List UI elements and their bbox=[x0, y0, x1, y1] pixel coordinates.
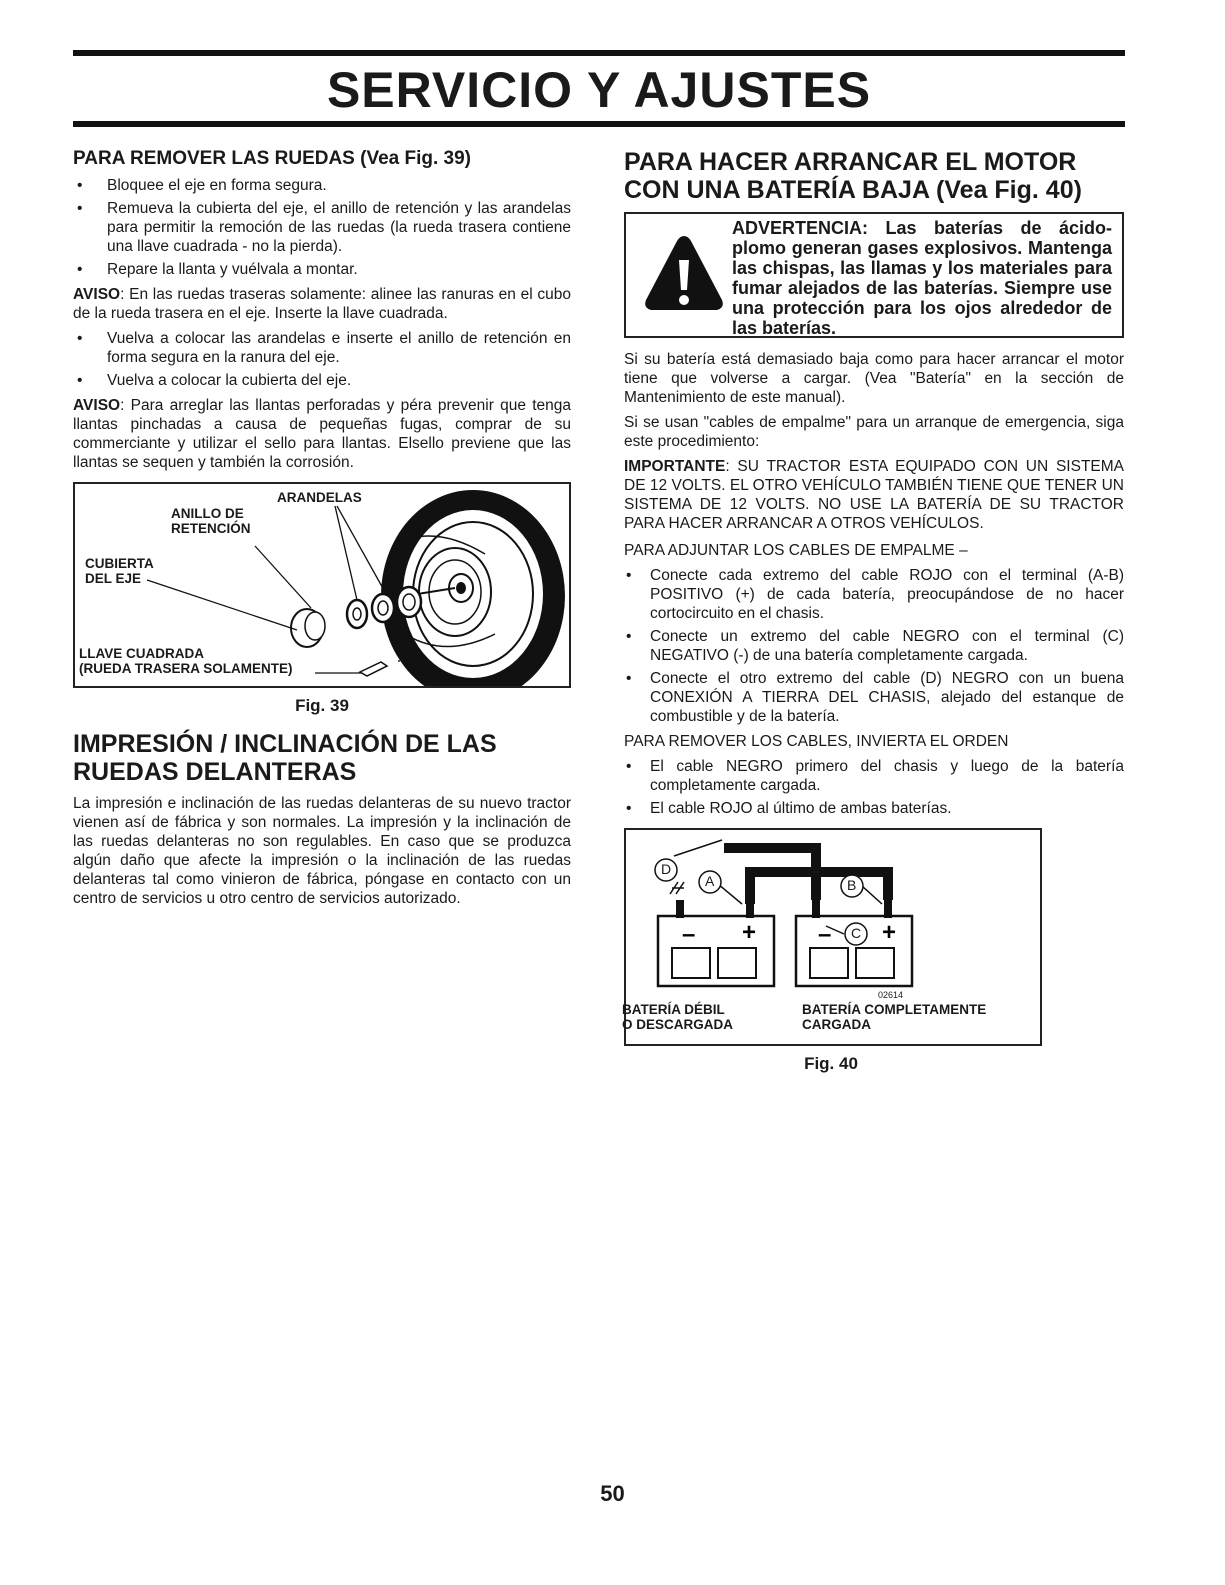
remove-cables-steps bbox=[624, 757, 1124, 818]
label-full-battery: BATERÍA COMPLETAMENTE CARGADA bbox=[802, 1002, 987, 1032]
figure-39 bbox=[73, 482, 571, 688]
label-b: B bbox=[847, 877, 857, 893]
list-item: • El cable ROJO al último de ambas baterías. bbox=[650, 799, 1124, 818]
list-item: • El cable NEGRO primero del chasis y luego de la batería completamente cargada. bbox=[650, 757, 1124, 795]
label-weak-battery: BATERÍA DÉBIL O DESCARGADA bbox=[622, 1002, 734, 1032]
label-c: C bbox=[851, 925, 862, 941]
notice-text: : En las ruedas traseras solamente: alinee las ranuras en el cubo de la rueda trasera en el eje. Inserte la llave cuadrada. bbox=[73, 286, 571, 322]
top-rule bbox=[73, 50, 1125, 56]
jumper-paragraph: Si se usan "cables de empalme" para un arranque de emergencia, siga este procedimiento: bbox=[624, 414, 1124, 450]
notice-text: : Para arreglar las llantas perforadas y péra prevenir que tenga llantas pinchadas a causa de pequeñas fugas, comprar de su commerciante y utilizar el sello para llantas. Elsello previene que las llantas se sequen y también la corrosión. bbox=[73, 397, 571, 471]
remove-wheels-heading: PARA REMOVER LAS RUEDAS (Vea Fig. 39) bbox=[73, 148, 472, 169]
label-square-key: LLAVE CUADRADA (RUEDA TRASERA SOLAMENTE) bbox=[79, 646, 293, 676]
list-item: • Conecte un extremo del cable NEGRO con el terminal (C) NEGATIVO (-) de una batería completamente cargada. bbox=[650, 627, 1124, 665]
label-a: A bbox=[705, 873, 715, 889]
notice-label: AVISO bbox=[73, 397, 121, 414]
svg-text:+: + bbox=[882, 919, 897, 946]
jump-start-heading: PARA HACER ARRANCAR EL MOTOR CON UNA BATERÍA BAJA (Vea Fig. 40) bbox=[624, 148, 1082, 204]
front-wheel-alignment-heading: IMPRESIÓN / INCLINACIÓN DE LAS RUEDAS DELANTERAS bbox=[73, 730, 497, 786]
page-number: 50 bbox=[600, 1481, 625, 1506]
important-text: : SU TRACTOR ESTA EQUIPADO CON UN SISTEMA DE 12 VOLTS. EL OTRO VEHÍCULO TAMBIÉN TIENE QUE TENER UN SISTEMA DE 12 VOLTS. NO USE LA BATERÍA DE SU TRACTOR PARA HACER ARRANCAR A OTROS VEHÍCULOS. bbox=[624, 458, 1124, 532]
list-item: • Conecte el otro extremo del cable (D) NEGRO con un buena CONEXIÓN A TIERRA DEL CHASIS, alejado del estanque de combustible y de la batería. bbox=[650, 669, 1124, 726]
figure-code: 02614 bbox=[878, 990, 904, 1000]
label-washers: ARANDELAS bbox=[277, 490, 362, 505]
notice-label: AVISO bbox=[73, 286, 121, 303]
right-column bbox=[624, 148, 1124, 1088]
figure-40-caption: Fig. 40 bbox=[804, 1054, 858, 1073]
left-column bbox=[73, 148, 571, 914]
label-axle-cover: CUBIERTA DEL EJE bbox=[85, 556, 154, 586]
list-item: • Conecte cada extremo del cable ROJO con el terminal (A-B) POSITIVO (+) de cada batería, preocupándose de no hacer cortocircuito en el chasis. bbox=[650, 566, 1124, 623]
list-item: • Vuelva a colocar las arandelas e inserte el anillo de retención en forma segura en la ranura del eje. bbox=[107, 329, 571, 367]
list-item: • Vuelva a colocar la cubierta del eje. bbox=[107, 371, 571, 390]
list-item: • Remueva la cubierta del eje, el anillo de retención y las arandelas para permitir la remoción de las ruedas (la rueda trasera contiene una llave cuadrada - no la pierda). bbox=[107, 199, 571, 256]
warning-box bbox=[624, 212, 1124, 338]
label-d: D bbox=[661, 861, 672, 877]
warning-text: ADVERTENCIA: Las baterías de ácido-plomo generan gases explosivos. Mantenga las chispas, las llamas y los materiales para fumar alejados de las baterías. Siempre use una protección para los ojos alrededor de las baterías. bbox=[732, 218, 1112, 338]
important-paragraph bbox=[624, 457, 1124, 533]
figure-40 bbox=[624, 828, 1042, 1046]
svg-text:–: – bbox=[818, 921, 832, 948]
remove-wheels-steps bbox=[73, 176, 571, 279]
label-retaining-ring: ANILLO DE RETENCIÓN bbox=[171, 506, 251, 536]
list-item: • Bloquee el eje en forma segura. bbox=[107, 176, 571, 195]
list-item: • Repare la llanta y vuélvala a montar. bbox=[107, 260, 571, 279]
battery-paragraph: Si su batería está demasiado baja como para hacer arrancar el motor tiene que volverse a cargar. (Vea "Batería" en la sección de Mantenimiento de este manual). bbox=[624, 351, 1124, 406]
warning-triangle-icon bbox=[642, 232, 726, 314]
important-label: IMPORTANTE bbox=[624, 458, 726, 475]
attach-cables-heading: PARA ADJUNTAR LOS CABLES DE EMPALME – bbox=[624, 542, 968, 559]
attach-cables-steps bbox=[624, 566, 1124, 726]
svg-text:+: + bbox=[742, 919, 757, 946]
title-rule bbox=[73, 121, 1125, 127]
figure-39-caption: Fig. 39 bbox=[295, 696, 349, 715]
front-wheel-alignment-text: La impresión e inclinación de las ruedas delanteras de su nuevo tractor vienen así de fábrica y son normales. La impresión y la inclinación de las ruedas delanteras no son regulables. En caso que se produzca algún daño que afecte la impresión o la inclinación de las ruedas delanteras tal como vinieron de fábrica, póngase en contacto con un centro de servicios u otro centro de servicios autorizado. bbox=[73, 795, 571, 907]
svg-text:–: – bbox=[682, 921, 696, 948]
page-title: SERVICIO Y AJUSTES bbox=[326, 62, 872, 118]
notice-paragraph bbox=[73, 285, 571, 323]
notice-paragraph bbox=[73, 396, 571, 472]
remove-cables-heading: PARA REMOVER LOS CABLES, INVIERTA EL ORDEN bbox=[624, 733, 1009, 750]
reinstall-steps bbox=[73, 329, 571, 390]
